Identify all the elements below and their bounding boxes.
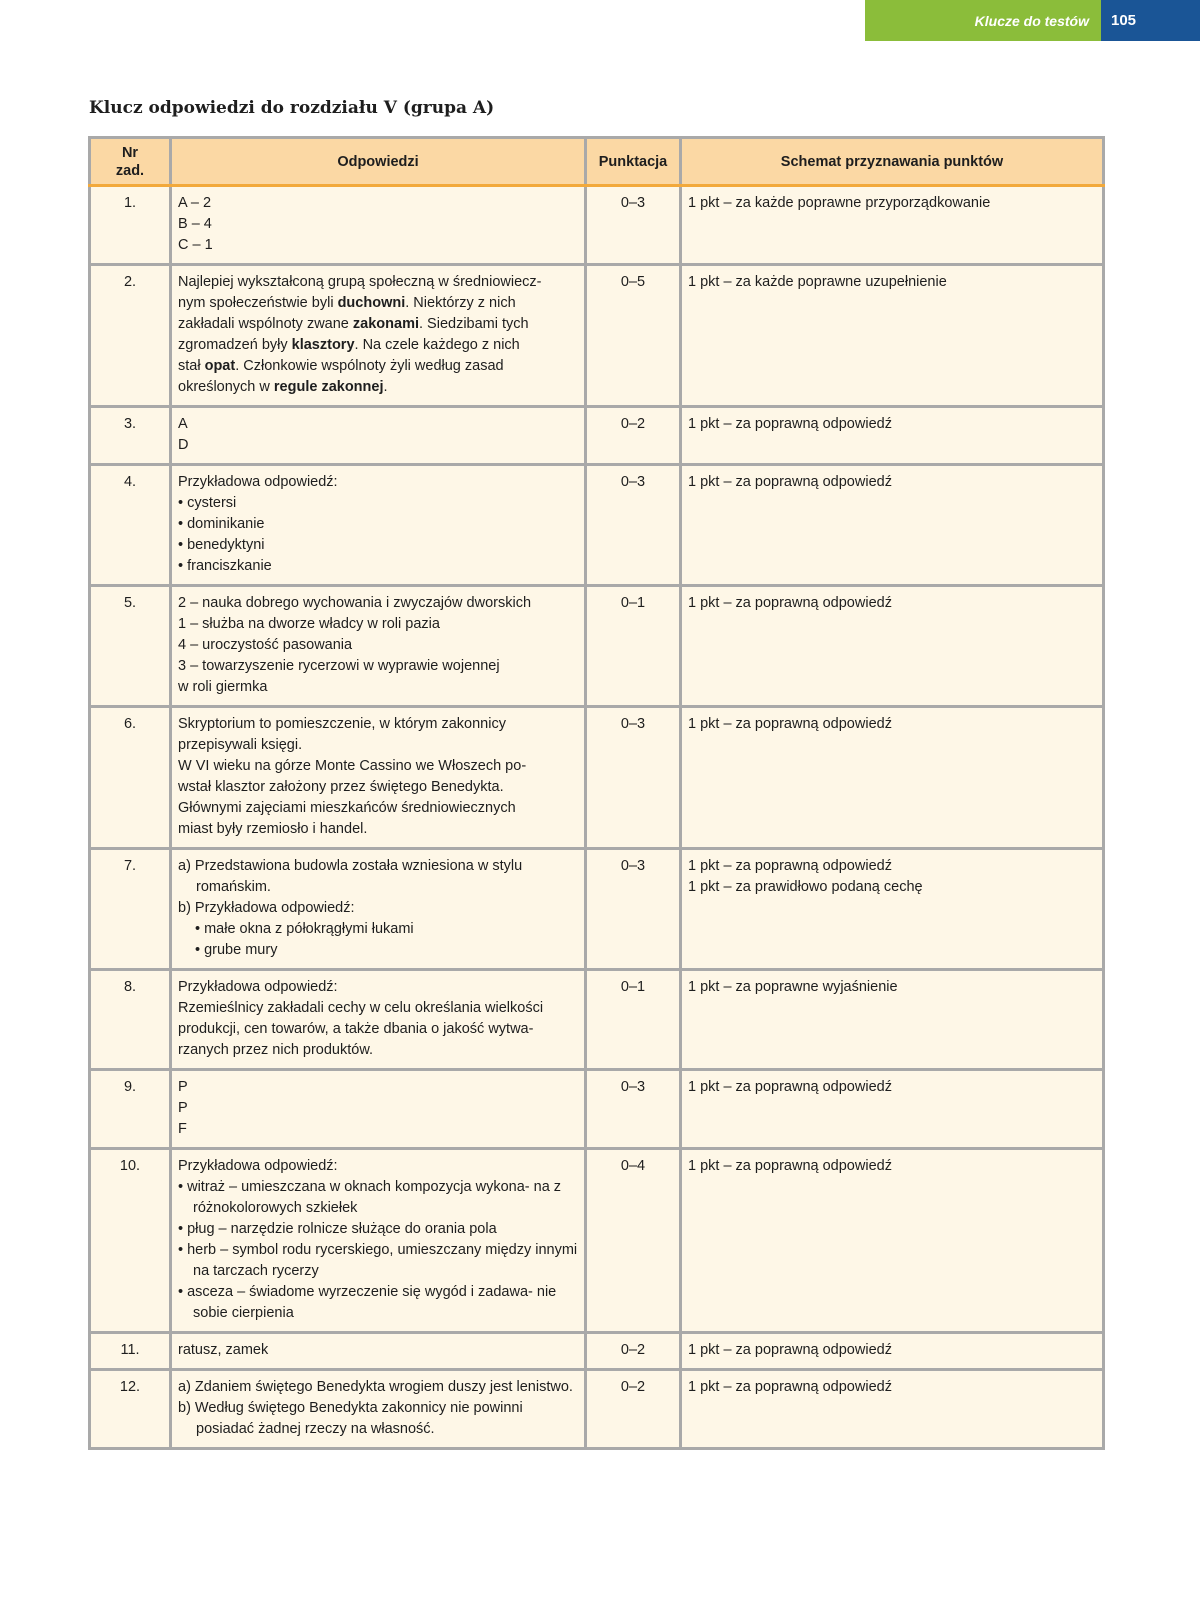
answer-text: . xyxy=(383,379,388,395)
answer-line xyxy=(178,272,578,293)
points-cell: 0–3 xyxy=(586,849,681,970)
scheme-line: 1 pkt – za poprawną odpowiedź xyxy=(688,1079,892,1095)
column-header-points: Punktacja xyxy=(586,138,681,186)
points-cell: 0–2 xyxy=(586,1333,681,1370)
answer-line: A xyxy=(178,416,188,432)
table-row xyxy=(90,465,1104,586)
scheme-line: 1 pkt – za poprawną odpowiedź xyxy=(688,1158,892,1174)
points-cell: 0–1 xyxy=(586,970,681,1070)
table-row xyxy=(90,849,1104,970)
points-cell: 0–2 xyxy=(586,407,681,465)
table-row xyxy=(90,407,1104,465)
table-row xyxy=(90,1149,1104,1333)
answer-bullet: • pług – narzędzie rolnicze służące do orania pola xyxy=(178,1221,497,1237)
answer-line: miast były rzemiosło i handel. xyxy=(178,821,368,837)
table-row xyxy=(90,1333,1104,1370)
answer-text: Najlepiej wykształconą grupą społeczną w średniowiecz- xyxy=(178,274,542,290)
answer-line: P xyxy=(178,1079,188,1095)
answer-line: B – 4 xyxy=(178,216,212,232)
column-header-scheme: Schemat przyznawania punktów xyxy=(681,138,1104,186)
scheme-line: 1 pkt – za poprawną odpowiedź xyxy=(688,1379,892,1395)
answer-keyword: zakonami xyxy=(352,316,419,332)
answer-line: A – 2 xyxy=(178,195,212,211)
answer-cell xyxy=(171,1070,586,1149)
scheme-cell xyxy=(681,407,1104,465)
task-number: 7. xyxy=(90,849,171,970)
scheme-cell xyxy=(681,186,1104,265)
answer-line: produkcji, cen towarów, a także dbania o jakość wytwa- xyxy=(178,1021,534,1037)
scheme-line: 1 pkt – za poprawne wyjaśnienie xyxy=(688,979,898,995)
points-cell: 0–3 xyxy=(586,465,681,586)
scheme-cell xyxy=(681,849,1104,970)
table-row xyxy=(90,1070,1104,1149)
task-number: 6. xyxy=(90,707,171,849)
points-cell: 0–3 xyxy=(586,186,681,265)
scheme-line: 1 pkt – za każde poprawne uzupełnienie xyxy=(688,274,947,290)
answer-line: 4 – uroczystość pasowania xyxy=(178,637,353,653)
scheme-line: 1 pkt – za poprawną odpowiedź xyxy=(688,474,892,490)
points-cell: 0–5 xyxy=(586,265,681,407)
column-header-nr-line2: zad. xyxy=(115,162,145,179)
answer-line xyxy=(178,314,578,335)
answer-cell xyxy=(171,407,586,465)
answer-cell xyxy=(171,1333,586,1370)
task-number: 12. xyxy=(90,1370,171,1449)
table-row xyxy=(90,1370,1104,1449)
column-header-nr-line1: Nr xyxy=(121,144,139,161)
answer-line xyxy=(178,356,578,377)
answer-subpoint: a) Zdaniem świętego Benedykta wrogiem duszy jest lenistwo. xyxy=(178,1379,573,1395)
answer-cell xyxy=(171,1370,586,1449)
points-cell: 0–3 xyxy=(586,1070,681,1149)
answer-bullet: • dominikanie xyxy=(178,516,265,532)
answer-subpoint: a) Przedstawiona budowla została wzniesiona w stylu romańskim. xyxy=(178,858,523,895)
points-cell: 0–2 xyxy=(586,1370,681,1449)
answer-intro: Przykładowa odpowiedź: xyxy=(178,474,338,490)
task-number: 9. xyxy=(90,1070,171,1149)
scheme-cell xyxy=(681,1070,1104,1149)
answer-line: 1 – służba na dworze władcy w roli pazia xyxy=(178,616,440,632)
answer-keyword: opat xyxy=(204,358,236,374)
answer-line: Skryptorium to pomieszczenie, w którym zakonnicy xyxy=(178,716,506,732)
table-row xyxy=(90,265,1104,407)
scheme-line: 1 pkt – za poprawną odpowiedź xyxy=(688,416,892,432)
task-number: 4. xyxy=(90,465,171,586)
answer-text: zakładali wspólnoty zwane xyxy=(178,316,353,332)
answer-text: zgromadzeń były xyxy=(178,337,292,353)
task-number: 11. xyxy=(90,1333,171,1370)
answer-keyword: duchowni xyxy=(337,295,406,311)
answer-line: ratusz, zamek xyxy=(178,1342,269,1358)
scheme-cell xyxy=(681,1149,1104,1333)
answer-line: D xyxy=(178,437,189,453)
task-number: 10. xyxy=(90,1149,171,1333)
task-number: 8. xyxy=(90,970,171,1070)
answer-text: określonych w xyxy=(178,379,274,395)
answer-line: rzanych przez nich produktów. xyxy=(178,1042,374,1058)
answer-subpoint: b) Według świętego Benedykta zakonnicy nie powinni posiadać żadnej rzeczy na własność. xyxy=(178,1400,523,1437)
answer-cell xyxy=(171,465,586,586)
page-header-band xyxy=(865,0,1200,41)
answer-text: . Członkowie wspólnoty żyli według zasad xyxy=(235,358,504,374)
answer-bullet: • herb – symbol rodu rycerskiego, umieszczany między innymi na tarczach rycerzy xyxy=(178,1242,578,1279)
answer-line: Głównymi zajęciami mieszkańców średniowiecznych xyxy=(178,800,516,816)
answer-line: w roli giermka xyxy=(178,679,268,695)
answer-bullet: • asceza – świadome wyrzeczenie się wygód i zadawa- nie sobie cierpienia xyxy=(178,1284,557,1321)
answer-cell xyxy=(171,586,586,707)
scheme-cell xyxy=(681,1333,1104,1370)
column-header-answers: Odpowiedzi xyxy=(171,138,586,186)
answer-line: P xyxy=(178,1100,188,1116)
answer-text: . Niektórzy z nich xyxy=(405,295,516,311)
answer-bullet: • małe okna z półokrągłymi łukami xyxy=(195,921,414,937)
answer-bullet: • benedyktyni xyxy=(178,537,265,553)
answer-key-table xyxy=(88,136,1105,1450)
answer-line: wstał klasztor założony przez świętego Benedykta. xyxy=(178,779,504,795)
scheme-cell xyxy=(681,970,1104,1070)
scheme-line: 1 pkt – za poprawną odpowiedź xyxy=(688,595,892,611)
table-row xyxy=(90,970,1104,1070)
section-label: Klucze do testów xyxy=(865,0,1101,41)
answer-line xyxy=(178,377,578,398)
table-row xyxy=(90,586,1104,707)
answer-cell xyxy=(171,1149,586,1333)
scheme-cell xyxy=(681,265,1104,407)
answer-line: W VI wieku na górze Monte Cassino we Włoszech po- xyxy=(178,758,527,774)
points-cell: 0–3 xyxy=(586,707,681,849)
answer-intro: Przykładowa odpowiedź: xyxy=(178,979,338,995)
table-row xyxy=(90,186,1104,265)
page-title: Klucz odpowiedzi do rozdziału V (grupa A) xyxy=(89,98,495,118)
answer-bullet: • witraż – umieszczana w oknach kompozycja wykona- na z różnokolorowych szkiełek xyxy=(178,1179,562,1216)
scheme-line: 1 pkt – za prawidłowo podaną cechę xyxy=(688,879,923,895)
answer-cell xyxy=(171,970,586,1070)
points-cell: 0–4 xyxy=(586,1149,681,1333)
table-header-row xyxy=(90,138,1104,186)
task-number: 5. xyxy=(90,586,171,707)
answer-text: nym społeczeństwie byli xyxy=(178,295,338,311)
task-number: 1. xyxy=(90,186,171,265)
task-number: 3. xyxy=(90,407,171,465)
answer-subpoint: b) Przykładowa odpowiedź: xyxy=(178,900,355,916)
answer-line: C – 1 xyxy=(178,237,213,253)
points-cell: 0–1 xyxy=(586,586,681,707)
answer-line xyxy=(178,293,578,314)
answer-keyword: klasztory xyxy=(291,337,355,353)
answer-text: . Siedzibami tych xyxy=(419,316,529,332)
answer-line: F xyxy=(178,1121,187,1137)
scheme-line: 1 pkt – za poprawną odpowiedź xyxy=(688,1342,892,1358)
task-number: 2. xyxy=(90,265,171,407)
answer-line xyxy=(178,335,578,356)
answer-cell xyxy=(171,849,586,970)
answer-cell xyxy=(171,707,586,849)
answer-line: 3 – towarzyszenie rycerzowi w wyprawie wojennej xyxy=(178,658,500,674)
answer-cell xyxy=(171,265,586,407)
scheme-cell xyxy=(681,707,1104,849)
answer-line: przepisywali księgi. xyxy=(178,737,303,753)
scheme-cell xyxy=(681,586,1104,707)
answer-text: stał xyxy=(178,358,205,374)
scheme-line: 1 pkt – za każde poprawne przyporządkowanie xyxy=(688,195,991,211)
scheme-line: 1 pkt – za poprawną odpowiedź xyxy=(688,716,892,732)
scheme-cell xyxy=(681,1370,1104,1449)
answer-line: 2 – nauka dobrego wychowania i zwyczajów dworskich xyxy=(178,595,532,611)
answer-text: . Na czele każdego z nich xyxy=(354,337,520,353)
answer-bullet: • cystersi xyxy=(178,495,237,511)
scheme-line: 1 pkt – za poprawną odpowiedź xyxy=(688,858,892,874)
scheme-cell xyxy=(681,465,1104,586)
page-number: 105 xyxy=(1101,0,1200,41)
answer-cell xyxy=(171,186,586,265)
table-row xyxy=(90,707,1104,849)
answer-bullet: • franciszkanie xyxy=(178,558,272,574)
answer-line: Rzemieślnicy zakładali cechy w celu określania wielkości xyxy=(178,1000,544,1016)
answer-intro: Przykładowa odpowiedź: xyxy=(178,1158,338,1174)
column-header-nr xyxy=(90,138,171,186)
answer-bullet: • grube mury xyxy=(195,942,278,958)
answer-keyword: regule zakonnej xyxy=(273,379,384,395)
